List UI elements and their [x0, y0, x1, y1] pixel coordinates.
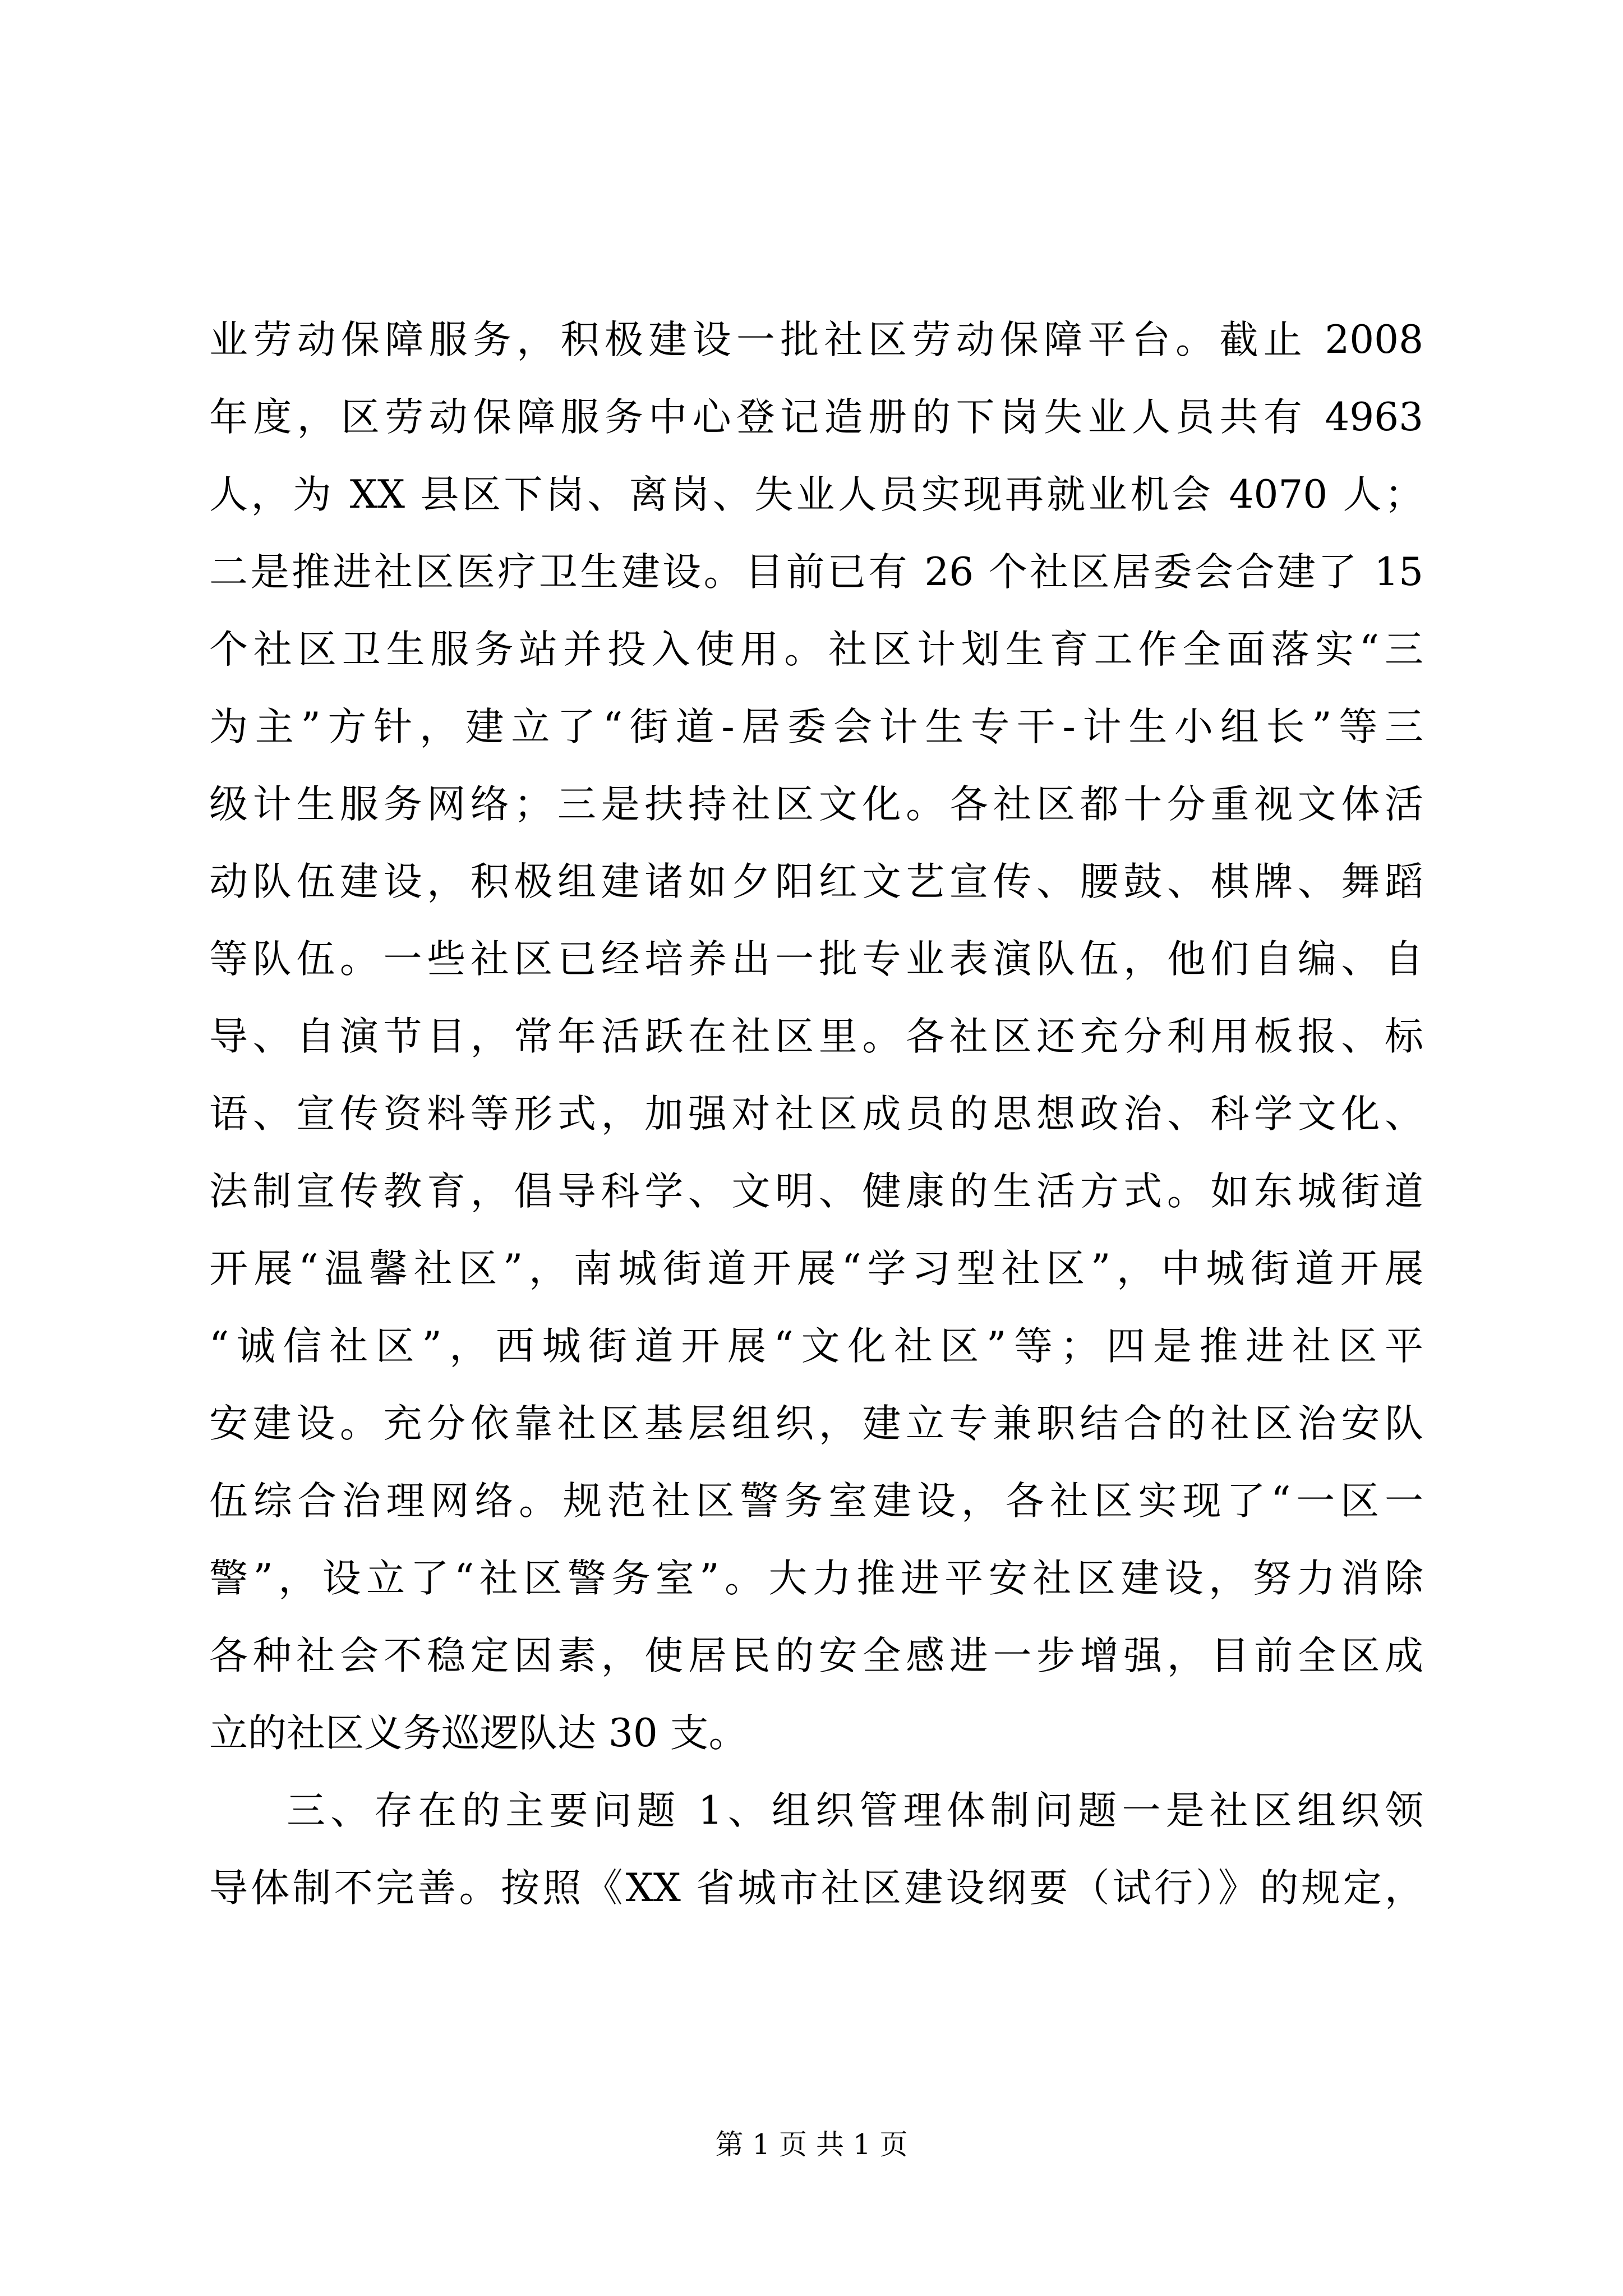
page-footer: 第 1 页 共 1 页 [715, 2128, 908, 2161]
text-line: 等队伍。一些社区已经培养出一批专业表演队伍，他们自编、自 [209, 937, 1423, 982]
text-line: 导体制不完善。按照《XX 省城市社区建设纲要（试行）》的规定， [209, 1866, 1423, 1911]
text-line: 二是推进社区医疗卫生建设。目前已有 26 个社区居委会合建了 15 [209, 550, 1423, 595]
text-line: 各种社会不稳定因素，使居民的安全感进一步增强，目前全区成 [209, 1634, 1423, 1678]
document-body [209, 301, 1423, 1927]
text-line: 语、宣传资料等形式，加强对社区成员的思想政治、科学文化、 [209, 1092, 1423, 1137]
text-line: 为主”方针，建立了“街道-居委会计生专干-计生小组长”等三 [209, 705, 1423, 749]
text-line: 伍综合治理网络。规范社区警务室建设，各社区实现了“一区一 [209, 1479, 1423, 1524]
text-line: 年度，区劳动保障服务中心登记造册的下岗失业人员共有 4963 [209, 395, 1423, 440]
text-line: 法制宣传教育，倡导科学、文明、健康的生活方式。如东城街道 [209, 1169, 1423, 1214]
text-line: “诚信社区”，西城街道开展“文化社区”等；四是推进社区平 [209, 1324, 1423, 1369]
text-line: 人，为 XX 县区下岗、离岗、失业人员实现再就业机会 4070 人； [209, 472, 1423, 517]
paragraph-end-line: 立的社区义务巡逻队达 30 支。 [209, 1711, 748, 1756]
text-line: 安建设。充分依靠社区基层组织，建立专兼职结合的社区治安队 [209, 1401, 1423, 1446]
text-line: 业劳动保障服务，积极建设一批社区劳动保障平台。截止 2008 [209, 318, 1423, 362]
section-heading-line: 三、存在的主要问题 1、组织管理体制问题一是社区组织领 [287, 1788, 1423, 1833]
text-line: 警”，设立了“社区警务室”。大力推进平安社区建设，努力消除 [209, 1556, 1423, 1601]
text-line: 个社区卫生服务站并投入使用。社区计划生育工作全面落实“三 [209, 627, 1423, 672]
text-line: 开展“温馨社区”，南城街道开展“学习型社区”，中城街道开展 [209, 1246, 1423, 1291]
text-line: 级计生服务网络；三是扶持社区文化。各社区都十分重视文体活 [209, 782, 1423, 827]
text-line: 动队伍建设，积极组建诸如夕阳红文艺宣传、腰鼓、棋牌、舞蹈 [209, 859, 1423, 904]
text-line: 导、自演节目，常年活跃在社区里。各社区还充分利用板报、标 [209, 1014, 1423, 1059]
